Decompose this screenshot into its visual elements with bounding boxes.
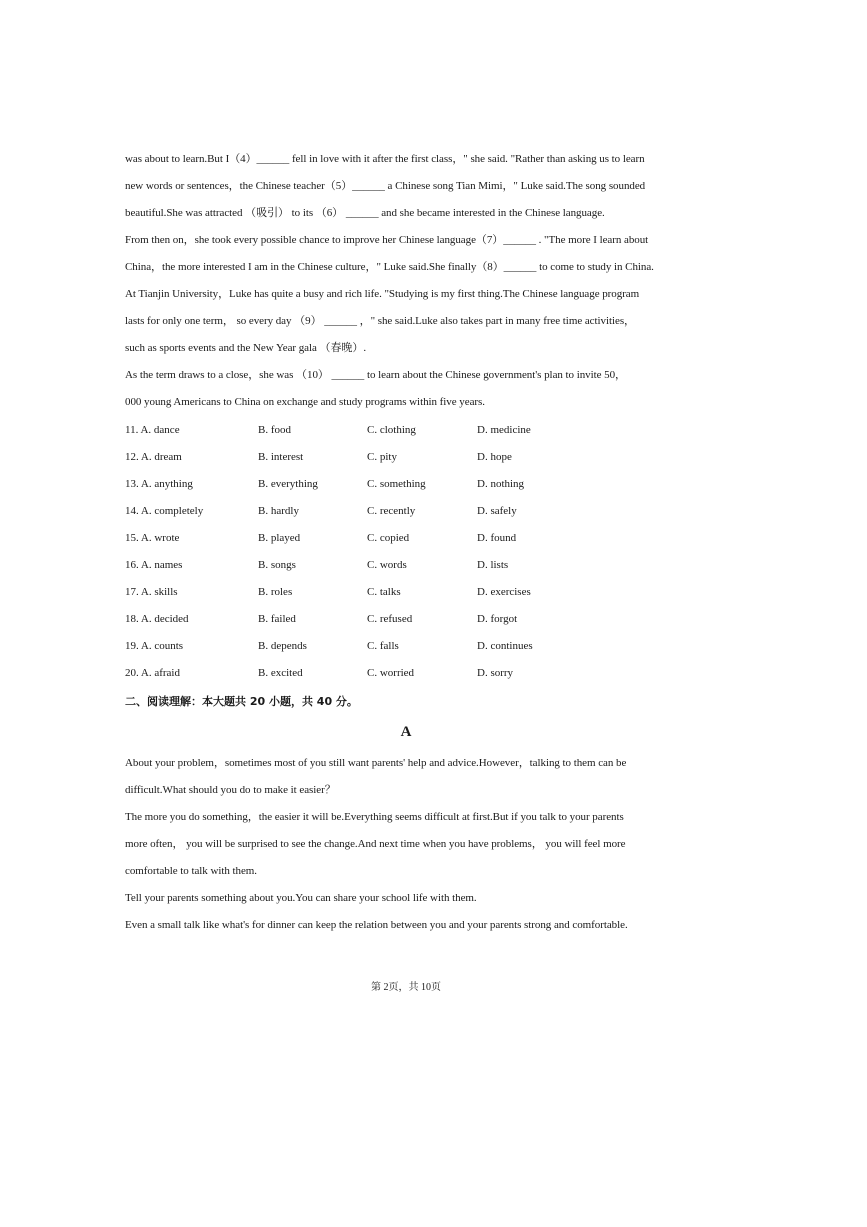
option-a: 18. A. decided	[125, 613, 189, 625]
option-c: C. words	[367, 559, 407, 571]
option-b: B. excited	[258, 667, 303, 679]
cloze-line: From then on，she took every possible chance to improve her Chinese language（7）______ . "The more I learn about	[125, 234, 649, 246]
option-c: C. something	[367, 478, 426, 490]
option-d: D. continues	[477, 640, 533, 652]
option-a: 17. A. skills	[125, 586, 178, 598]
option-d: D. medicine	[477, 424, 531, 436]
question-row	[125, 471, 685, 498]
option-c: C. talks	[367, 586, 401, 598]
option-b: B. depends	[258, 640, 307, 652]
option-a: 19. A. counts	[125, 640, 184, 652]
option-c: C. refused	[367, 613, 413, 625]
passage-line: Tell your parents something about you.You can share your school life with them.	[125, 892, 477, 904]
option-b: B. interest	[258, 451, 304, 463]
question-row	[125, 606, 685, 633]
option-d: D. safely	[477, 505, 517, 517]
option-c: C. pity	[367, 451, 397, 463]
passage-line: comfortable to talk with them.	[125, 865, 257, 877]
question-row	[125, 498, 685, 525]
option-d: D. found	[477, 532, 517, 544]
option-a: 13. A. anything	[125, 478, 193, 490]
cloze-line: such as sports events and the New Year gala （春晚）.	[125, 342, 367, 354]
cloze-line: 000 young Americans to China on exchange and study programs within five years.	[125, 396, 485, 408]
option-a: 14. A. completely	[125, 505, 204, 517]
question-row	[125, 525, 685, 552]
option-a: 15. A. wrote	[125, 532, 180, 544]
option-d: D. forgot	[477, 613, 518, 625]
cloze-line: lasts for only one term， so every day （9） ______ ，" she said.Luke also takes part in many free time activities，	[125, 315, 636, 327]
option-d: D. nothing	[477, 478, 525, 490]
question-row	[125, 552, 685, 579]
passage-title: A	[400, 724, 412, 740]
option-d: D. sorry	[477, 667, 514, 679]
question-row	[125, 417, 685, 444]
option-c: C. clothing	[367, 424, 416, 436]
passage-line: difficult.What should you do to make it easier？	[125, 784, 336, 796]
option-d: D. hope	[477, 451, 512, 463]
option-b: B. everything	[258, 478, 318, 490]
option-a: 12. A. dream	[125, 451, 182, 463]
question-row	[125, 444, 685, 471]
question-row	[125, 660, 685, 687]
passage-line: The more you do something，the easier it will be.Everything seems difficult at first.But if you talk to your parents	[125, 811, 624, 823]
page-number-footer: 第 2页，共 10页	[371, 982, 441, 993]
option-b: B. roles	[258, 586, 293, 598]
option-c: C. falls	[367, 640, 399, 652]
section-heading: 二、阅读理解：本大题共 20 小题，共 40 分。	[125, 695, 358, 708]
cloze-line: was about to learn.But I（4）______ fell in love with it after the first class，" she said. "Rather than asking us to learn	[125, 153, 645, 165]
cloze-line: new words or sentences，the Chinese teacher（5）______ a Chinese song Tian Mimi，" Luke said.The song sounded	[125, 180, 646, 192]
option-b: B. played	[258, 532, 301, 544]
question-row	[125, 633, 685, 660]
option-c: C. copied	[367, 532, 410, 544]
option-d: D. lists	[477, 559, 509, 571]
option-b: B. hardly	[258, 505, 299, 517]
option-b: B. food	[258, 424, 291, 436]
cloze-passage	[125, 146, 690, 416]
option-c: C. recently	[367, 505, 416, 517]
option-b: B. songs	[258, 559, 296, 571]
option-d: D. exercises	[477, 586, 531, 598]
passage-line: more often， you will be surprised to see the change.And next time when you have problems， you will feel more	[125, 838, 626, 850]
option-a: 11. A. dance	[125, 424, 180, 436]
passage-line: Even a small talk like what's for dinner can keep the relation between you and your parents strong and comfortable.	[125, 919, 628, 931]
passage-line: About your problem，sometimes most of you still want parents' help and advice.However，talking to them can be	[125, 757, 627, 769]
question-row	[125, 579, 685, 606]
option-b: B. failed	[258, 613, 296, 625]
option-a: 16. A. names	[125, 559, 183, 571]
option-c: C. worried	[367, 667, 415, 679]
answer-options	[125, 417, 685, 687]
cloze-line: At Tianjin University，Luke has quite a busy and rich life. "Studying is my first thing.The Chinese language program	[125, 288, 640, 300]
cloze-line: As the term draws to a close，she was （10） ______ to learn about the Chinese government's plan to invite 50，	[125, 369, 627, 381]
option-a: 20. A. afraid	[125, 667, 180, 679]
cloze-line: China，the more interested I am in the Chinese culture，" Luke said.She finally（8）______ to come to study in China.	[125, 261, 654, 273]
reading-passage	[125, 750, 690, 939]
cloze-line: beautiful.She was attracted （吸引） to its （6） ______ and she became interested in the Chinese language.	[125, 207, 605, 219]
